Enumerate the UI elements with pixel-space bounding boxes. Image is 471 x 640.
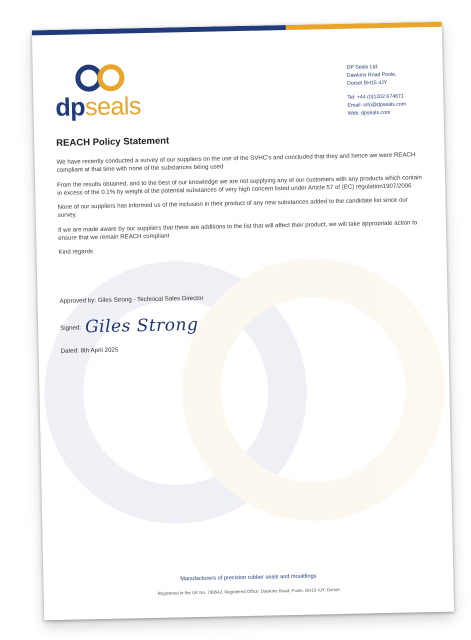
company-website: Web: dpseals.com — [347, 109, 391, 117]
company-name: DP Seals Ltd. — [346, 64, 379, 71]
signed-label: Signed: — [60, 323, 82, 332]
dated-line: Dated: 8th April 2025 — [60, 346, 119, 355]
paragraph-suppliers: None of our suppliers has informed us of the inclusion in their product of any new substances added to the candidate list since our survey. — [57, 196, 408, 220]
footer-tagline: Manufacturers of precision rubber seals and mouldings — [180, 573, 317, 583]
letter-body — [56, 130, 429, 263]
signature-row — [60, 315, 199, 338]
address-street: Dawkins Road Poole, — [346, 71, 397, 79]
paragraph-additions: If we are made aware by our suppliers that there are additions to the list that will affect their product, we will take appropriate action to ensure that we remain REACH compliant — [57, 219, 418, 242]
handwritten-signature: Giles Strong — [84, 314, 199, 338]
approved-by-line: Approved by: Giles Strong - Technical Sales Director — [59, 294, 204, 305]
header-bar-gold — [286, 22, 442, 30]
address-region: Dorset BH15 4JY — [346, 79, 388, 87]
letter-title: REACH Policy Statement — [56, 135, 170, 149]
logo-text-seals: seals — [84, 92, 142, 122]
company-logo — [55, 62, 166, 121]
logo-text-dp: dp — [55, 93, 86, 122]
logo-wordmark — [55, 94, 165, 121]
company-email: Email: info@dpseals.com — [347, 101, 407, 109]
company-address-block — [347, 62, 430, 118]
company-telephone: Tel: +44 (0)1202 674671 — [347, 93, 404, 101]
letter-sheet — [32, 22, 454, 620]
header-bar-navy — [32, 25, 286, 35]
paragraph-results: From the results obtained, and to the best of our knowledge we are not supplying any of our customers with any products which contain in excess of the 0.1% by weight of the potential substances of very high concern listed under Article 57 of (EC) regulation1907/2006 — [57, 173, 422, 197]
footer-registration: Registered in the UK No. 799542. Registered Office: Dawkins Road, Poole, BH15 4JY. Dorset — [157, 587, 340, 596]
logo-rings-icon — [69, 62, 132, 93]
closing-regards: Kind regards — [58, 248, 94, 257]
paragraph-survey: We have recently conducted a survey of our suppliers on the use of the SVHC's and concluded that they and hence we were REACH compliant at that time with none of the substances being used — [56, 151, 416, 175]
header-color-bar — [32, 22, 442, 36]
